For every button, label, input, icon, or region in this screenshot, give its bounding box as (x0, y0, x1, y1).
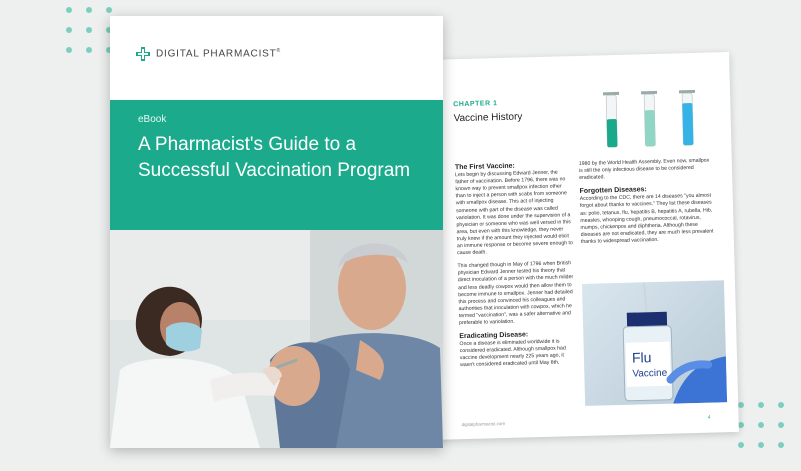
test-tube-icon (641, 91, 658, 146)
brand-name: DIGITAL PHARMACIST® (156, 48, 282, 60)
section-heading-first-vaccine: The First Vaccine: (454, 162, 515, 172)
page-number: 4 (707, 414, 711, 421)
vaccination-photo (110, 230, 443, 448)
dot-grid-bottom-right (738, 402, 784, 448)
ebook-tag: eBook (138, 114, 167, 125)
test-tube-icon (679, 90, 696, 145)
dot-grid-top-left (66, 7, 112, 53)
title-band (110, 100, 443, 230)
chapter-title: Vaccine History (453, 111, 523, 125)
flu-vaccine-vial-photo (582, 280, 727, 406)
right-column (579, 157, 715, 252)
ebook-interior-page (420, 52, 739, 440)
test-tube-icon (603, 92, 620, 147)
paragraph: Once a disease is eliminated worldwide it is considered eradicated. Although smallpox had vaccine development nearly 225 years ago, it wasn't considered eradicated until May 8th, (459, 338, 566, 369)
section-heading-forgotten-diseases: Forgotten Diseases: (579, 186, 647, 196)
vial-label-vaccine: Vaccine (632, 367, 668, 380)
vial-label-flu: Flu (631, 349, 652, 366)
cover-title (138, 132, 438, 184)
paragraph: 1980 by the World Health Assembly. Even now, smallpox is still the only infectious disease to be considered eradicated. (578, 157, 710, 182)
paragraph: According to the CDC, there are 14 diseases "you almost forgot about thanks to vaccines." They list these diseases as: polio, tetanus, flu, hepatitis B, hepatitis A, rubella, Hib, measles, whooping cough, pneumococcal, rotavirus, mumps, chickenpox and diphtheria. Although these diseases are not eradicated, they are much less prevalent thanks to widespread vaccination. (579, 192, 714, 245)
test-tubes-illustration (597, 87, 709, 154)
pharmacy-cross-icon (136, 47, 150, 61)
footer-url: digitalpharmacist.com (461, 421, 506, 428)
chapter-label: CHAPTER 1 (453, 100, 498, 109)
ebook-cover (110, 16, 443, 448)
cover-title-line-1: A Pharmacist's Guide to a (138, 134, 357, 155)
vial-illustration (582, 280, 727, 406)
brand-logo (136, 47, 281, 61)
pharmacist-vaccinating-patient-image (110, 230, 443, 448)
cover-title-line-2: Successful Vaccination Program (138, 160, 411, 181)
paragraph: This changed though in May of 1796 when British physician Edward Jenner tested his theory that direct inoculation of a person with the much milder and less deadly cowpox would then allow them to become immune to smallpox. Jenner had detailed this process and convinced his colleagues and authorities that inoculation with cowpox, which he termed "vaccination", was a safer alternative and preferable to variolation. (457, 260, 574, 327)
left-column (455, 161, 576, 375)
section-heading-eradicating-disease: Eradicating Disease: (459, 331, 529, 341)
paragraph: Lets begin by discussing Edward Jenner, the father of vaccination. Before 1796, there was no known way to prevent smallpox infection other than to inject a person with scabs from someone with smallpox disease. This act of injecting someone with part of the disease was called variolation. It was done under the supervision of a physician or someone who was well versed in this area, but even with this knowledge, they never truly knew if the amount they injected would elicit an immune response or become severe enough to cause death. (455, 169, 573, 257)
